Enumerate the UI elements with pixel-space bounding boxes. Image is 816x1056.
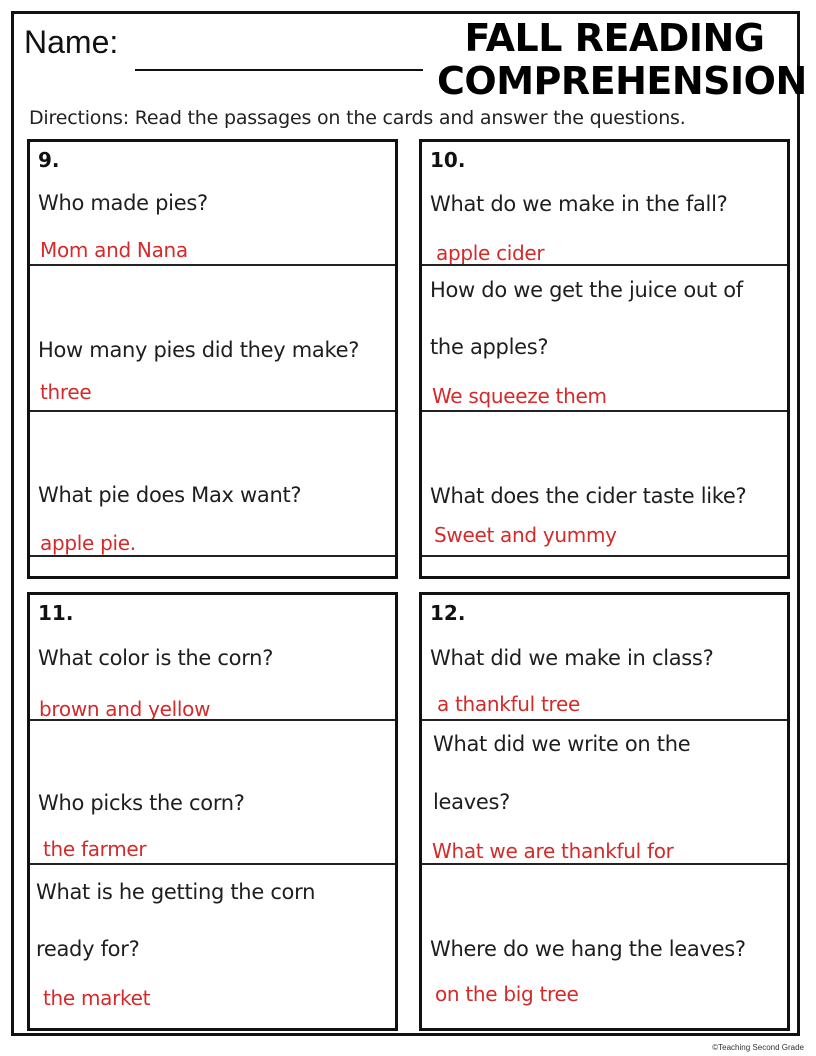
- question-3: Where do we hang the leaves?: [430, 937, 746, 961]
- divider-line: [422, 555, 787, 557]
- card-number: 12.: [430, 601, 466, 625]
- title-line-2: COMPREHENSION: [437, 59, 807, 103]
- copyright-footer: ©Teaching Second Grade: [712, 1043, 804, 1052]
- title-line-1: FALL READING: [464, 16, 765, 60]
- question-2: How many pies did they make?: [38, 338, 360, 362]
- answer-2: the farmer: [43, 837, 147, 861]
- question-3-line-2: ready for?: [36, 937, 140, 961]
- divider-line: [422, 719, 787, 721]
- question-card-11: [27, 592, 398, 1031]
- divider-line: [422, 863, 787, 865]
- question-3: What does the cider taste like?: [430, 484, 747, 508]
- divider-line: [30, 264, 395, 266]
- divider-line: [422, 410, 787, 412]
- answer-2: We squeeze them: [432, 384, 607, 408]
- page-title: [437, 16, 807, 103]
- divider-line: [30, 410, 395, 412]
- question-3-line-1: What is he getting the corn: [36, 880, 316, 904]
- question-1: Who made pies?: [38, 191, 208, 215]
- question-1: What did we make in class?: [430, 646, 714, 670]
- directions-text: Directions: Read the passages on the cards and answer the questions.: [29, 107, 686, 129]
- question-2: Who picks the corn?: [38, 791, 245, 815]
- answer-3: Sweet and yummy: [434, 523, 617, 547]
- divider-line: [30, 555, 395, 557]
- question-card-9: [27, 139, 398, 579]
- card-number: 10.: [430, 148, 466, 172]
- question-3: What pie does Max want?: [38, 483, 302, 507]
- card-number: 9.: [38, 148, 60, 172]
- question-1: What color is the corn?: [38, 646, 274, 670]
- answer-1: apple cider: [436, 241, 545, 265]
- divider-line: [422, 264, 787, 266]
- question-card-12: [419, 592, 790, 1031]
- answer-3: the market: [43, 986, 151, 1010]
- answer-2: three: [40, 380, 92, 404]
- divider-line: [30, 863, 395, 865]
- answer-1: a thankful tree: [437, 692, 581, 716]
- name-label: Name:: [24, 24, 119, 60]
- question-2-line-2: leaves?: [433, 790, 510, 814]
- answer-3: apple pie.: [40, 531, 136, 555]
- card-number: 11.: [38, 601, 74, 625]
- question-2-line-2: the apples?: [430, 335, 549, 359]
- question-1: What do we make in the fall?: [430, 192, 728, 216]
- divider-line: [30, 719, 395, 721]
- answer-3: on the big tree: [435, 982, 579, 1006]
- question-card-10: [419, 139, 790, 579]
- name-write-line: [135, 69, 423, 71]
- question-2-line-1: How do we get the juice out of: [430, 278, 743, 302]
- question-2-line-1: What did we write on the: [433, 732, 691, 756]
- answer-1: Mom and Nana: [40, 238, 188, 262]
- answer-1: brown and yellow: [39, 697, 211, 721]
- answer-2: What we are thankful for: [432, 839, 674, 863]
